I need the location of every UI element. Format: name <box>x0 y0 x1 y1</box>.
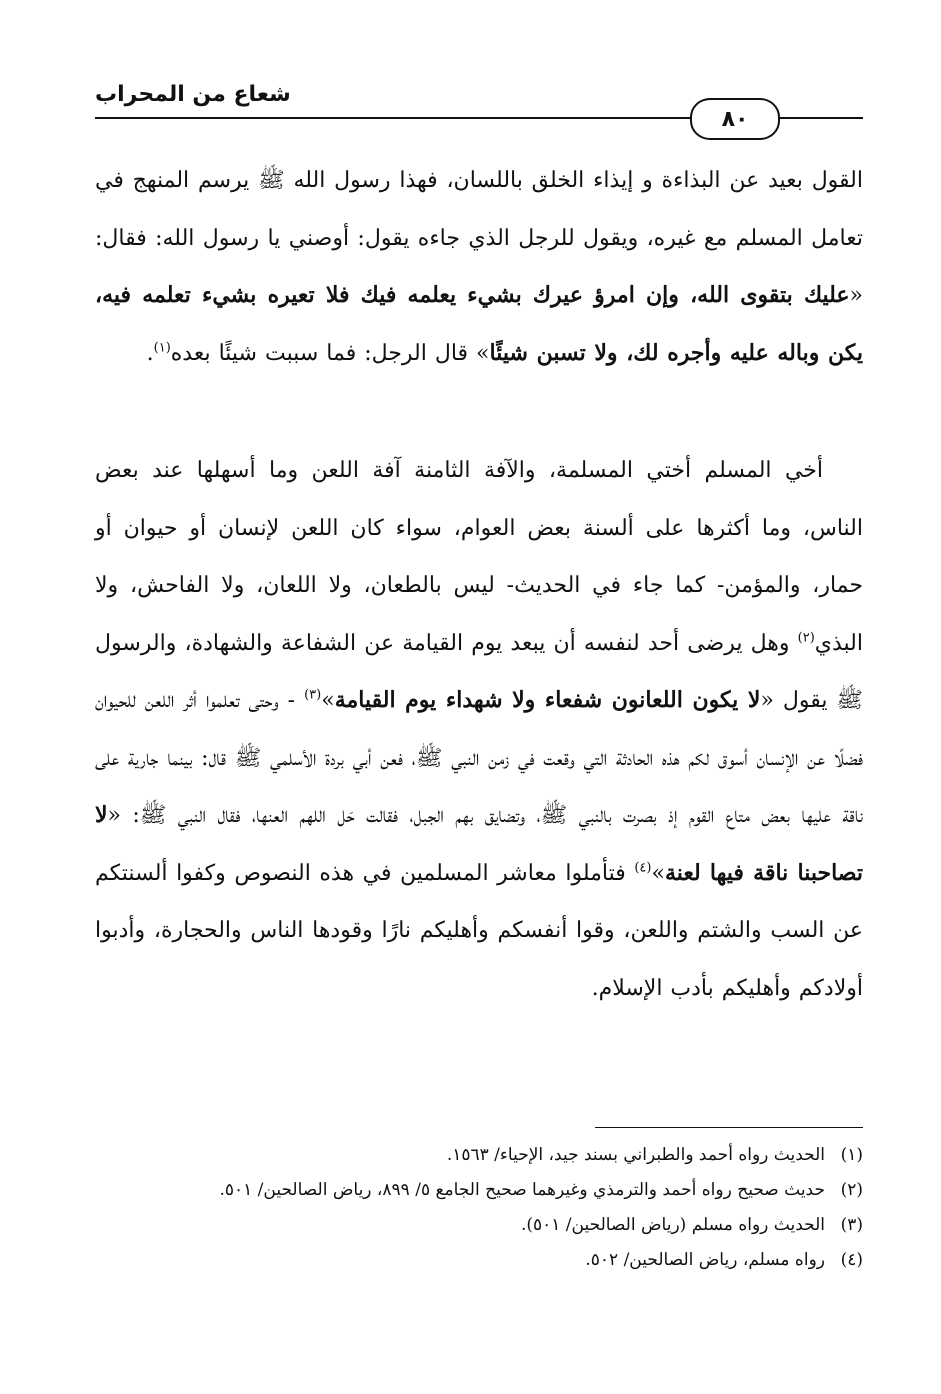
footnote-3 <box>95 1208 863 1243</box>
footnote-text: رواه مسلم، رياض الصالحين/ ٥٠٢. <box>585 1250 825 1270</box>
p2-text-6: فتأملوا معاشر المسلمين في هذه النصوص وكفوا ألسنتكم عن السب والشتم واللعن، وقوا أنفسكم وأهليكم نارًا وقودها الناس والحجارة، وأدبوا أولادكم وأهليكم بأدب الإسلام. <box>95 860 863 1001</box>
page-header <box>0 0 941 160</box>
p1-text-2: » قال الرجل: فما سببت شيئًا بعده <box>170 340 490 366</box>
p2-text-2: وهل يرضى أحد لنفسه أن يبعد يوم القيامة عن الشفاعة والشهادة، والرسول ﷺ يقول « <box>95 630 863 713</box>
footnote-text: حديث صحيح رواه أحمد والترمذي وغيرهما صحيح الجامع ٥/ ٨٩٩، رياض الصالحين/ ٥٠١. <box>219 1180 825 1200</box>
footnote-ref-4[interactable]: (٤) <box>634 860 652 876</box>
book-title: شعاع من المحراب <box>95 82 291 107</box>
footnote-1 <box>95 1138 863 1173</box>
footnote-ref-1[interactable]: (١) <box>153 340 171 356</box>
footnote-ref-3[interactable]: (٣) <box>304 687 322 703</box>
p1-hadith-bold: عليك بتقوى الله، وإن امرؤ عيرك بشيء يعلمه فيك فلا تعيره بشيء تعلمه فيه، يكن وباله عليه وأجره لك، ولا تسبن شيئًا <box>95 282 863 366</box>
footnote-ref-2[interactable]: (٢) <box>797 630 815 646</box>
page-number-badge <box>690 98 780 140</box>
footnote-number: (٤) <box>840 1250 863 1270</box>
footnote-number: (١) <box>840 1145 863 1165</box>
page-number: ٨٠ <box>721 106 749 132</box>
footnote-number: (٣) <box>840 1215 863 1235</box>
p1-text-1: القول بعيد عن البذاءة و إيذاء الخلق باللسان، فهذا رسول الله ﷺ يرسم المنهج في تعامل المسلم مع غيره، ويقول للرجل الذي جاءه يقول: أوصني يا رسول الله: فقال: « <box>95 168 863 308</box>
p2-text-1: أخي المسلم أختي المسلمة، والآفة الثامنة آفة اللعن وما أسهلها عند بعض الناس، وما أكثرها على ألسنة بعض العوام، سواء كان اللعن لإنسان أو حيوان أو حمار، والمؤمن- كما جاء في الحديث- ليس بالطعان، ولا اللعان، ولا الفاحش، ولا البذي <box>95 458 863 656</box>
footnote-separator <box>595 1127 863 1128</box>
p2-hadith-bold-2: لا تصاحبنا ناقة فيها لعنة <box>95 802 863 886</box>
footnote-text: الحديث رواه أحمد والطبراني بسند جيد، الإحياء/ ١٥٦٣. <box>446 1145 825 1165</box>
footnote-text: الحديث رواه مسلم (رياض الصالحين/ ٥٠١). <box>520 1215 825 1235</box>
p2-text-3: » <box>321 688 335 713</box>
footnote-2 <box>95 1173 863 1208</box>
p2-hadith-bold-1: لا يكون اللعانون شفعاء ولا شهداء يوم القيامة <box>334 687 761 713</box>
p2-text-5: » <box>651 860 665 886</box>
paragraph-2 <box>95 442 863 1017</box>
p1-text-end: . <box>146 340 154 366</box>
footnote-4 <box>95 1243 863 1278</box>
footnotes <box>95 1138 863 1278</box>
paragraph-1 <box>95 152 863 382</box>
footnote-number: (٢) <box>840 1180 863 1200</box>
p2-text-4: - وحتى تعلموا أثر اللعن للحيوان فضلًا عن الإنسان أسوق لكم هذه الحادثة التي وقعت في زمن النبي ﷺ، فعن أبي بردة الأسلمي ﷺ قال: بينما جارية على ناقة عليها بعض متاع القوم إذ بصرت بالنبي ﷺ، وتضايق بهم الجبل، فقالت حَل اللهم العنها، فقال النبي ﷺ: « <box>95 688 863 828</box>
